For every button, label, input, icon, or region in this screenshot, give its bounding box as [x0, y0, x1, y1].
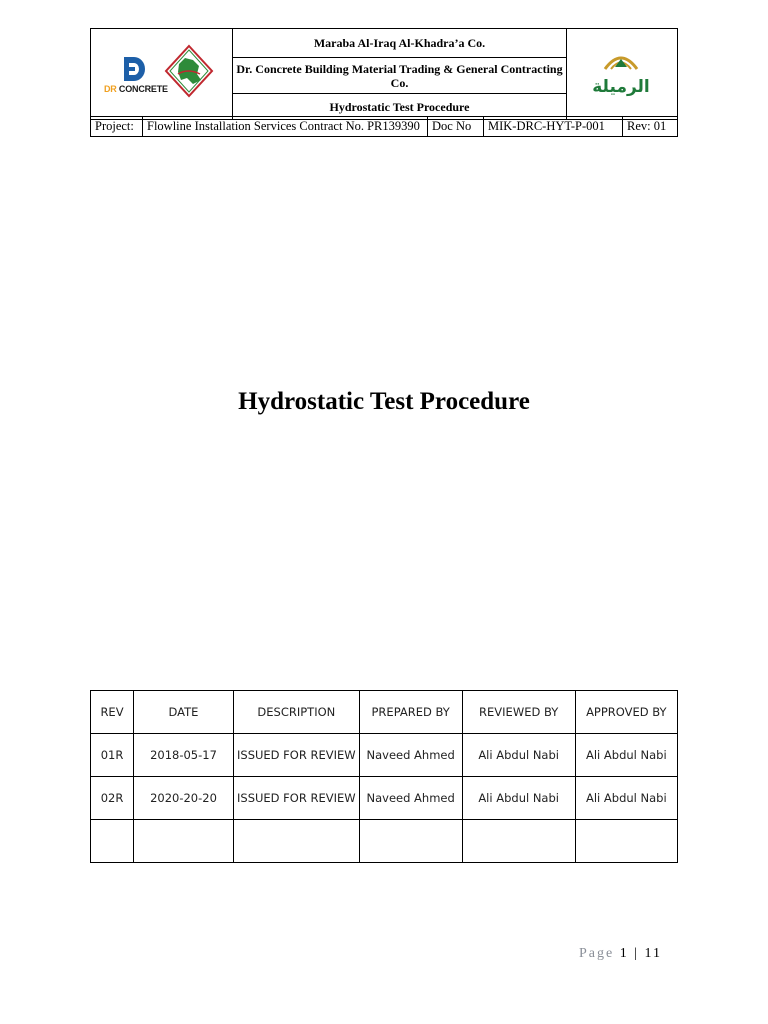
table-cell: Ali Abdul Nabi [462, 777, 575, 820]
svg-text:الرميلة: الرميلة [592, 77, 650, 97]
table-row [91, 777, 678, 820]
table-cell [462, 820, 575, 863]
page-title: Hydrostatic Test Procedure [238, 388, 530, 415]
left-logos-cell [91, 29, 233, 120]
col-header: DATE [134, 691, 234, 734]
header-doc-title: Hydrostatic Test Procedure [233, 94, 567, 120]
table-cell [575, 820, 677, 863]
revision-header-row [91, 691, 678, 734]
page-label: Page [578, 946, 615, 961]
project-info-table [90, 116, 678, 137]
header-table [90, 28, 678, 120]
table-row [91, 820, 678, 863]
dr-concrete-wordmark: DR CONCRETE [104, 84, 168, 94]
table-cell: Naveed Ahmed [359, 777, 462, 820]
table-cell: 2018-05-17 [134, 734, 234, 777]
col-header: APPROVED BY [575, 691, 677, 734]
iraq-map-logo-icon [164, 44, 214, 98]
table-cell: Ali Abdul Nabi [462, 734, 575, 777]
company-name-2: Dr. Concrete Building Material Trading & General Contracting Co. [233, 57, 567, 94]
revision-value: Rev: 01 [623, 117, 678, 137]
table-cell: 2020-20-20 [134, 777, 234, 820]
doc-no-value: MIK-DRC-HYT-P-001 [484, 117, 623, 137]
table-cell: Ali Abdul Nabi [575, 734, 677, 777]
table-cell: ISSUED FOR REVIEW [234, 734, 360, 777]
page-number [579, 946, 662, 962]
right-logo-cell [567, 29, 678, 120]
table-cell: Naveed Ahmed [359, 734, 462, 777]
dr-concrete-logo [104, 55, 166, 99]
project-value: Flowline Installation Services Contract No. PR139390 [143, 117, 428, 137]
project-label: Project: [91, 117, 143, 137]
table-row [91, 734, 678, 777]
page-number-value: 1 | 11 [619, 946, 662, 961]
col-header: REV [91, 691, 134, 734]
table-cell [359, 820, 462, 863]
table-cell [234, 820, 360, 863]
doc-no-label: Doc No [428, 117, 484, 137]
table-cell [134, 820, 234, 863]
revision-table [90, 690, 678, 863]
company-name-1: Maraba Al-Iraq Al-Khadra’a Co. [233, 29, 567, 58]
dr-concrete-mark-icon [122, 55, 148, 83]
table-cell: 01R [91, 734, 134, 777]
table-cell: ISSUED FOR REVIEW [234, 777, 360, 820]
col-header: REVIEWED BY [462, 691, 575, 734]
col-header: DESCRIPTION [234, 691, 360, 734]
col-header: PREPARED BY [359, 691, 462, 734]
table-cell: 02R [91, 777, 134, 820]
rumaila-logo-icon [583, 47, 659, 109]
table-cell: Ali Abdul Nabi [575, 777, 677, 820]
table-cell [91, 820, 134, 863]
